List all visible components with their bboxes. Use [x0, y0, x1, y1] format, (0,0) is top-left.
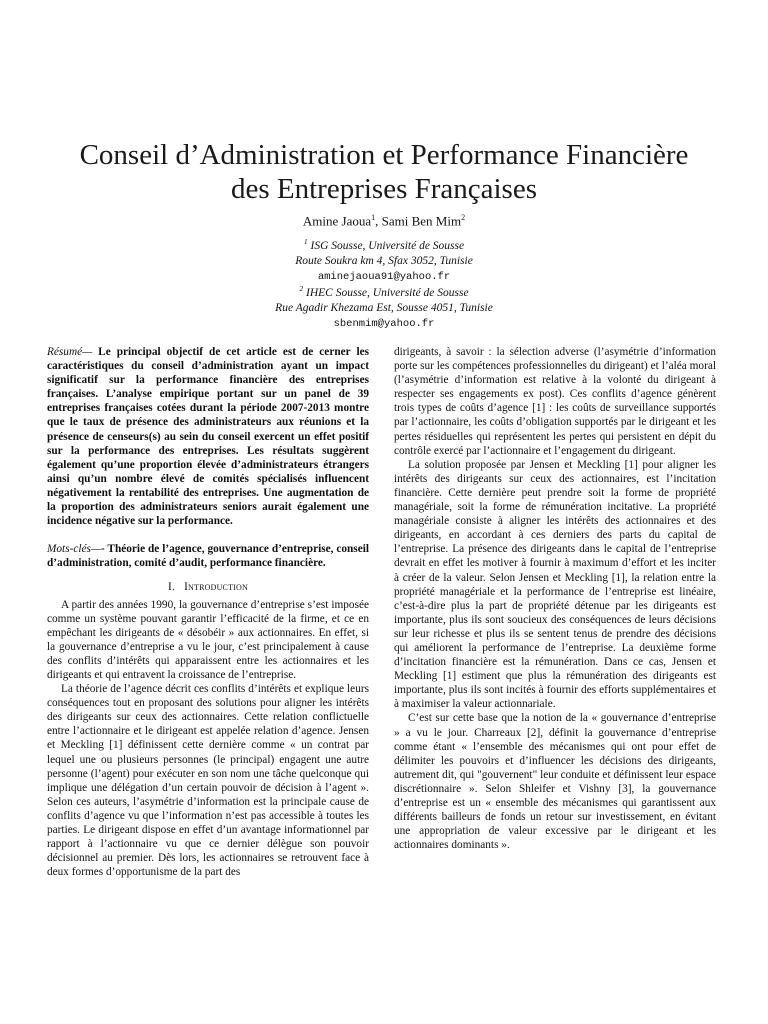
- affiliation-1-sup: 1: [303, 237, 308, 246]
- affiliation-1-email: aminejaoua91@yahoo.fr: [317, 270, 451, 283]
- body-paragraph: A partir des années 1990, la gouvernance d’entreprise s’est imposée comme un système pouvant garantir l’efficacité de la firme, et ce en empêchant les dirigeants de « désobéir » aux actionnaires. En effet, si la gouvernance d’entreprise a vu le jour, c’est principalement à cause des conflits d’intérêts qui apparaissent entre les actionnaires et les dirigeants et qui entravent la croissance de l’entreprise.: [47, 598, 369, 681]
- author-2-sup: 2: [461, 213, 466, 222]
- section-number: I.: [167, 581, 175, 594]
- left-column: [47, 345, 369, 879]
- author-1-sup: 1: [371, 213, 376, 222]
- body-paragraph: La théorie de l’agence décrit ces conflits d’intérêts et explique leurs conséquences tout en proposant des solutions pour aligner les intérêts des dirigeants sur ceux des actionnaires. Cette relation conflictuelle entre l’actionnaire et le dirigeant est appelée relation d’agence. Jensen et Meckling [1] définissent cette dernière comme « un contrat par lequel une ou plusieurs personnes (le principal) engagent une autre personne (l’agent) pour exécuter en son nom une tâche quelconque qui implique une délégation d’un certain pouvoir de décision à l’agent ». Selon ces auteurs, l’asymétrie d’information est la principale cause de conflits d’agence vu que l’information n’est pas accessible à toutes les parties. Le dirigeant dispose en effet d’un avantage informationnel par rapport à l’actionnaire vu que ce dernier délègue son pouvoir décisionnel au premier. Dès lors, les actionnaires se retrouvent face à deux formes d’opportunisme de la part des: [47, 683, 369, 879]
- keywords-text: - Théorie de l’agence, gouvernance d’entreprise, conseil d’administration, comité d’audit, performance financière.: [47, 543, 369, 570]
- author-1-name: Amine Jaoua: [302, 213, 372, 229]
- abstract: [47, 345, 369, 528]
- affiliation-2-email: sbenmim@yahoo.fr: [333, 317, 435, 330]
- abstract-lead: Résumé—: [47, 346, 93, 358]
- affiliation-1-address: Route Soukra km 4, Sfax 3052, Tunisie: [295, 255, 473, 268]
- author-separator: ,: [375, 213, 382, 229]
- affiliation-1: [0, 234, 768, 285]
- section-title: Introduction: [184, 581, 248, 594]
- affiliation-2-address: Rue Agadir Khezama Est, Sousse 4051, Tunisie: [275, 302, 493, 315]
- body-paragraph: C’est sur cette base que la notion de la « gouvernance d’entreprise » a vu le jour. Charreaux [2], définit la gouvernance d’entreprise comme étant « l’ensemble des mécanismes qui ont pour effet de délimiter les pouvoirs et d’influencer les décisions des dirigeants, autrement dit, qui "gouvernent" leur conduite et définissent leur espace discrétionnaire ». Selon Shleifer et Vishny [3], la gouvernance d’entreprise est un « ensemble des mécanismes qui garantissent aux différents bailleurs de fonds un retour sur investissement, en évitant une appropriation de valeur excessive par le dirigeant et les actionnaires dominants ».: [394, 712, 716, 852]
- right-column: [394, 345, 716, 852]
- author-2-name: Sami Ben Mim: [381, 213, 462, 229]
- keywords-lead: Mots-clés—: [47, 543, 101, 556]
- title-line-2: des Entreprises Françaises: [230, 173, 537, 205]
- affiliation-1-institution: ISG Sousse, Université de Sousse: [307, 239, 465, 252]
- body-paragraph: dirigeants, à savoir : la sélection adverse (l’asymétrie d’information porte sur les compétences professionnelles du dirigeant) et l’aléa moral (l’asymétrie d’information est relative à la volonté du dirigeant à respecter ses engagements ex post). Ces conflits d’agence génèrent trois types de coûts d’agence [1] : les coûts de surveillance supportés par l’actionnaire, les coûts d’obligation supportés par le dirigeant et les pertes résiduelles qui représentent les pertes qui persistent en dépit du contrôle exercé par l’actionnaire et l’engagement du dirigeant.: [394, 346, 716, 457]
- keywords: [47, 542, 369, 570]
- body-paragraph: La solution proposée par Jensen et Meckling [1] pour aligner les intérêts des dirigeants sur ceux des actionnaires, est l’incitation financière. Cette dernière peut prendre soit la forme de propriété managériale, soit la forme de rémunération incitative. La propriété managériale consiste à aligner les intérêts des actionnaires et des dirigeants, en accordant à ces derniers des parts du capital de l’entreprise. La présence des dirigeants dans le capital de l’entreprise devrait en effet les motiver à fournir à maximum d’effort et les inciter à créer de la valeur. Selon Jensen et Meckling [1], la relation entre la propriété managériale et la performance de l’entreprise est linéaire, c’est-à-dire plus la part de propriété détenue par les dirigeants est importante, plus ils sont soucieux des conséquences de leurs décisions sur leur richesse et plus ils se sentent tenus de prendre des décisions qui améliorent la performance de l’entreprise. La deuxième forme d’incitation financière est la rémunération. Dans ce cas, Jensen et Meckling [1] estiment que plus la rémunération des dirigeants est importante, plus ils sont incités à fournir des efforts supplémentaires et à maximiser la valeur actionnariale.: [394, 458, 716, 711]
- section-heading-introduction: [47, 580, 369, 594]
- paper-title: [30, 138, 738, 206]
- affiliation-2-sup: 2: [299, 284, 304, 293]
- abstract-text: Le principal objectif de cet article est de cerner les caractéristiques du conseil d’administration ayant un impact significatif sur la performance financière des entreprises françaises. L’analyse empirique portant sur un panel de 39 entreprises françaises cotées durant la période 2007-2013 montre que le taux de présence des administrateurs aux réunions et la présence de censeurs(s) au sein du conseil exercent un effet positif sur la performance des entreprises. Les résultats suggèrent également qu’une proportion élevée d’administrateurs étrangers ainsi qu’un nombre élevé de comités spécialisés influencent négativement la rentabilité des entreprises. Une augmentation de la proportion des administrateurs seniors aurait également une incidence négative sur la performance.: [47, 346, 369, 528]
- title-line-1: Conseil d’Administration et Performance Financière: [79, 139, 689, 171]
- affiliation-2-institution: IHEC Sousse, Université de Sousse: [303, 286, 469, 299]
- author-list: [0, 210, 768, 229]
- affiliation-2: [0, 281, 768, 332]
